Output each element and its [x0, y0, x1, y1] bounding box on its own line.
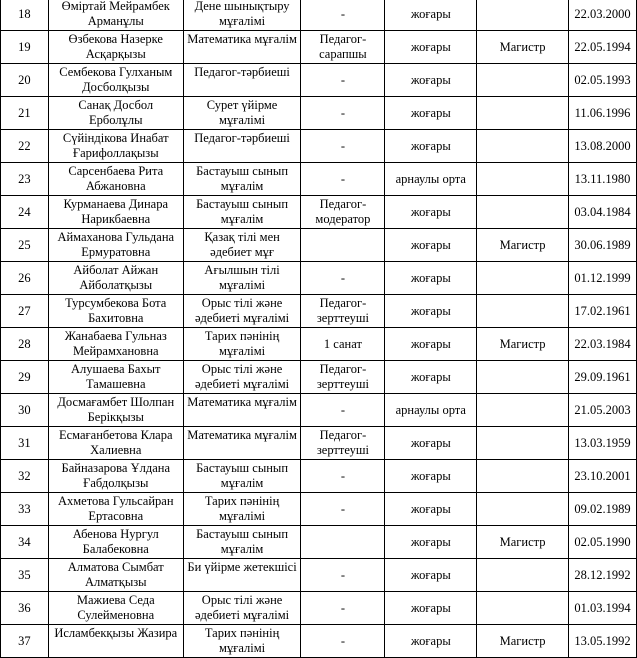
education-cell-text: жоғары	[410, 138, 451, 153]
category-cell-text: -	[340, 105, 345, 120]
degree-cell-text: Магистр	[499, 534, 546, 549]
birth-date-cell	[568, 559, 636, 592]
position-cell	[183, 526, 301, 559]
row-number-cell-text: 18	[18, 6, 31, 21]
birth-date-cell	[568, 361, 636, 394]
full-name-cell	[48, 328, 183, 361]
education-cell-text: жоғары	[410, 270, 451, 285]
row-number-cell-text: 25	[18, 237, 31, 252]
position-cell-text: Ағылшын тілі мұғалімі	[204, 263, 280, 292]
row-number-cell	[1, 559, 49, 592]
position-cell-text: Математика мұғалім	[187, 32, 297, 46]
position-cell	[183, 361, 301, 394]
full-name-cell	[48, 526, 183, 559]
full-name-cell	[48, 361, 183, 394]
row-number-cell-text: 24	[18, 204, 31, 219]
table-row	[1, 625, 637, 658]
birth-date-cell-text: 22.03.1984	[574, 336, 631, 351]
category-cell	[301, 130, 385, 163]
table-row	[1, 427, 637, 460]
full-name-cell	[48, 229, 183, 262]
full-name-cell-text: Абенова Нургул Балабековна	[72, 527, 159, 556]
category-cell-text: -	[340, 501, 345, 516]
education-cell-text: жоғары	[410, 39, 451, 54]
degree-cell	[477, 262, 569, 295]
position-cell-text: Орыс тілі және әдебиеті мұғалімі	[194, 296, 290, 325]
birth-date-cell-text: 01.12.1999	[574, 270, 631, 285]
degree-cell	[477, 295, 569, 328]
full-name-cell	[48, 97, 183, 130]
position-cell-text: Орыс тілі және әдебиеті мұғалімі	[194, 593, 290, 622]
education-cell	[385, 592, 477, 625]
full-name-cell-text: Аймаханова Гульдана Ермуратовна	[57, 230, 175, 259]
full-name-cell	[48, 262, 183, 295]
row-number-cell	[1, 427, 49, 460]
birth-date-cell	[568, 592, 636, 625]
full-name-cell	[48, 592, 183, 625]
education-cell	[385, 196, 477, 229]
position-cell	[183, 262, 301, 295]
category-cell	[301, 262, 385, 295]
full-name-cell-text: Өміртай Мейрамбек Арманұлы	[61, 0, 170, 28]
full-name-cell	[48, 196, 183, 229]
table-row	[1, 493, 637, 526]
birth-date-cell	[568, 295, 636, 328]
category-cell	[301, 625, 385, 658]
full-name-cell-text: Есмағанбетова Клара Халиевна	[58, 428, 173, 457]
position-cell-text: Педагог-тәрбиеші	[194, 65, 290, 79]
position-cell-text: Қазақ тілі мен әдебиет мұғ	[204, 230, 280, 259]
position-cell	[183, 427, 301, 460]
category-cell	[301, 64, 385, 97]
position-cell	[183, 163, 301, 196]
education-cell-text: жоғары	[410, 204, 451, 219]
education-cell	[385, 64, 477, 97]
education-cell	[385, 163, 477, 196]
position-cell	[183, 625, 301, 658]
row-number-cell-text: 34	[18, 534, 31, 549]
row-number-cell	[1, 130, 49, 163]
position-cell-text: Тарих пәнінің мұғалімі	[204, 494, 280, 523]
category-cell-text: -	[340, 138, 345, 153]
category-cell	[301, 361, 385, 394]
birth-date-cell-text: 13.08.2000	[574, 138, 631, 153]
category-cell	[301, 229, 385, 262]
category-cell	[301, 31, 385, 64]
position-cell-text: Математика мұғалім	[187, 395, 297, 409]
degree-cell	[477, 361, 569, 394]
birth-date-cell	[568, 97, 636, 130]
position-cell	[183, 31, 301, 64]
education-cell	[385, 625, 477, 658]
position-cell	[183, 394, 301, 427]
education-cell	[385, 526, 477, 559]
education-cell	[385, 0, 477, 31]
birth-date-cell	[568, 64, 636, 97]
row-number-cell-text: 19	[18, 39, 31, 54]
birth-date-cell-text: 03.04.1984	[574, 204, 631, 219]
full-name-cell-text: Мажиева Седа Сулейменовна	[76, 593, 155, 622]
category-cell-text: Педагог-сарапшы	[319, 32, 367, 61]
row-number-cell	[1, 625, 49, 658]
row-number-cell-text: 31	[18, 435, 31, 450]
position-cell	[183, 229, 301, 262]
table-row	[1, 31, 637, 64]
position-cell	[183, 592, 301, 625]
education-cell-text: жоғары	[410, 633, 451, 648]
education-cell-text: жоғары	[410, 567, 451, 582]
row-number-cell	[1, 361, 49, 394]
table-row	[1, 526, 637, 559]
degree-cell	[477, 64, 569, 97]
row-number-cell	[1, 163, 49, 196]
birth-date-cell-text: 22.03.2000	[574, 6, 631, 21]
birth-date-cell	[568, 130, 636, 163]
category-cell	[301, 295, 385, 328]
degree-cell	[477, 0, 569, 31]
category-cell-text: 1 санат	[323, 336, 362, 351]
row-number-cell-text: 28	[18, 336, 31, 351]
education-cell	[385, 493, 477, 526]
full-name-cell	[48, 559, 183, 592]
birth-date-cell-text: 17.02.1961	[574, 303, 631, 318]
degree-cell	[477, 196, 569, 229]
table-row	[1, 0, 637, 31]
degree-cell	[477, 394, 569, 427]
birth-date-cell-text: 21.05.2003	[574, 402, 631, 417]
birth-date-cell-text: 23.10.2001	[574, 468, 631, 483]
birth-date-cell	[568, 625, 636, 658]
row-number-cell-text: 20	[18, 72, 31, 87]
position-cell-text: Би үйірме жетекшісі	[187, 560, 297, 574]
row-number-cell	[1, 295, 49, 328]
row-number-cell-text: 35	[18, 567, 31, 582]
education-cell	[385, 97, 477, 130]
position-cell-text: Бастауыш сынып мұғалім	[196, 461, 289, 490]
table-row	[1, 163, 637, 196]
education-cell-text: жоғары	[410, 105, 451, 120]
full-name-cell-text: Санақ Досбол Ерболұлы	[78, 98, 154, 127]
birth-date-cell	[568, 229, 636, 262]
position-cell-text: Дене шынықтыру мұғалімі	[194, 0, 290, 28]
table-row	[1, 394, 637, 427]
full-name-cell-text: Сембекова Гулханым Досболқызы	[59, 65, 173, 94]
education-cell	[385, 229, 477, 262]
table-row	[1, 196, 637, 229]
category-cell	[301, 427, 385, 460]
degree-cell	[477, 493, 569, 526]
table-row	[1, 361, 637, 394]
full-name-cell-text: Жанабаева Гульназ Мейрамхановна	[64, 329, 167, 358]
category-cell	[301, 97, 385, 130]
row-number-cell-text: 23	[18, 171, 31, 186]
full-name-cell	[48, 130, 183, 163]
row-number-cell-text: 22	[18, 138, 31, 153]
staff-table-body	[1, 0, 637, 658]
category-cell	[301, 196, 385, 229]
full-name-cell-text: Айболат Айжан Айболатқызы	[73, 263, 159, 292]
row-number-cell-text: 37	[18, 633, 31, 648]
birth-date-cell	[568, 460, 636, 493]
birth-date-cell	[568, 196, 636, 229]
row-number-cell	[1, 493, 49, 526]
education-cell	[385, 31, 477, 64]
position-cell-text: Педагог-тәрбиеші	[194, 131, 290, 145]
birth-date-cell-text: 28.12.1992	[574, 567, 631, 582]
education-cell	[385, 328, 477, 361]
education-cell-text: жоғары	[410, 6, 451, 21]
category-cell	[301, 328, 385, 361]
row-number-cell	[1, 97, 49, 130]
education-cell	[385, 361, 477, 394]
full-name-cell	[48, 427, 183, 460]
birth-date-cell-text: 01.03.1994	[574, 600, 631, 615]
birth-date-cell-text: 29.09.1961	[574, 369, 631, 384]
full-name-cell	[48, 31, 183, 64]
table-row	[1, 328, 637, 361]
full-name-cell	[48, 394, 183, 427]
full-name-cell	[48, 0, 183, 31]
degree-cell	[477, 97, 569, 130]
table-row	[1, 460, 637, 493]
birth-date-cell-text: 13.11.1980	[574, 171, 631, 186]
table-row	[1, 130, 637, 163]
degree-cell	[477, 328, 569, 361]
category-cell-text: -	[340, 270, 345, 285]
table-row	[1, 229, 637, 262]
row-number-cell	[1, 262, 49, 295]
birth-date-cell	[568, 0, 636, 31]
position-cell	[183, 97, 301, 130]
degree-cell-text: Магистр	[499, 39, 546, 54]
category-cell-text: -	[340, 633, 345, 648]
birth-date-cell	[568, 163, 636, 196]
education-cell-text: жоғары	[410, 369, 451, 384]
education-cell	[385, 295, 477, 328]
birth-date-cell-text: 13.05.1992	[574, 633, 631, 648]
full-name-cell-text: Курманаева Динара Нарикбаевна	[63, 197, 169, 226]
education-cell-text: жоғары	[410, 303, 451, 318]
category-cell-text: -	[340, 6, 345, 21]
row-number-cell	[1, 0, 49, 31]
category-cell-text: -	[340, 468, 345, 483]
education-cell	[385, 559, 477, 592]
row-number-cell-text: 32	[18, 468, 31, 483]
education-cell-text: жоғары	[410, 336, 451, 351]
full-name-cell-text: Ахметова Гульсайран Ертасовна	[58, 494, 174, 523]
row-number-cell-text: 36	[18, 600, 31, 615]
category-cell	[301, 0, 385, 31]
birth-date-cell-text: 02.05.1990	[574, 534, 631, 549]
full-name-cell	[48, 64, 183, 97]
education-cell	[385, 460, 477, 493]
category-cell	[301, 526, 385, 559]
row-number-cell	[1, 526, 49, 559]
birth-date-cell	[568, 427, 636, 460]
degree-cell	[477, 31, 569, 64]
degree-cell	[477, 559, 569, 592]
degree-cell	[477, 427, 569, 460]
education-cell	[385, 427, 477, 460]
education-cell-text: жоғары	[410, 468, 451, 483]
category-cell	[301, 460, 385, 493]
education-cell-text: жоғары	[410, 435, 451, 450]
full-name-cell-text: Турсумбекова Бота Бахитовна	[65, 296, 167, 325]
row-number-cell	[1, 196, 49, 229]
category-cell-text: -	[340, 567, 345, 582]
full-name-cell	[48, 163, 183, 196]
birth-date-cell	[568, 394, 636, 427]
position-cell-text: Орыс тілі және әдебиеті мұғалімі	[194, 362, 290, 391]
education-cell-text: жоғары	[410, 237, 451, 252]
position-cell-text: Бастауыш сынып мұғалім	[196, 527, 289, 556]
table-row	[1, 295, 637, 328]
position-cell-text: Математика мұғалім	[187, 428, 297, 442]
position-cell	[183, 559, 301, 592]
table-row	[1, 64, 637, 97]
degree-cell	[477, 460, 569, 493]
degree-cell	[477, 592, 569, 625]
education-cell-text: жоғары	[410, 600, 451, 615]
position-cell	[183, 328, 301, 361]
row-number-cell-text: 21	[18, 105, 31, 120]
full-name-cell-text: Байназарова Ұлдана Ғабдолқызы	[61, 461, 170, 490]
category-cell-text: Педагог-модератор	[315, 197, 371, 226]
category-cell-text: -	[340, 600, 345, 615]
degree-cell	[477, 625, 569, 658]
full-name-cell-text: Алматова Сымбат Алматқызы	[67, 560, 164, 589]
full-name-cell	[48, 493, 183, 526]
category-cell-text: -	[340, 72, 345, 87]
category-cell-text: -	[340, 171, 345, 186]
degree-cell-text: Магистр	[499, 336, 546, 351]
degree-cell-text: Магистр	[499, 633, 546, 648]
category-cell	[301, 394, 385, 427]
education-cell	[385, 130, 477, 163]
row-number-cell	[1, 460, 49, 493]
degree-cell	[477, 229, 569, 262]
full-name-cell-text: Исламбекқызы Жазира	[54, 626, 178, 640]
row-number-cell-text: 27	[18, 303, 31, 318]
position-cell	[183, 130, 301, 163]
birth-date-cell-text: 22.05.1994	[574, 39, 631, 54]
row-number-cell	[1, 229, 49, 262]
category-cell-text: -	[340, 402, 345, 417]
education-cell-text: жоғары	[410, 72, 451, 87]
position-cell-text: Бастауыш сынып мұғалім	[196, 197, 289, 226]
birth-date-cell	[568, 262, 636, 295]
row-number-cell	[1, 592, 49, 625]
table-row	[1, 262, 637, 295]
row-number-cell-text: 29	[18, 369, 31, 384]
position-cell	[183, 196, 301, 229]
birth-date-cell-text: 02.05.1993	[574, 72, 631, 87]
table-row	[1, 592, 637, 625]
birth-date-cell-text: 13.03.1959	[574, 435, 631, 450]
birth-date-cell-text: 11.06.1996	[574, 105, 631, 120]
row-number-cell	[1, 31, 49, 64]
degree-cell	[477, 526, 569, 559]
category-cell-text: Педагог-зерттеуші	[316, 428, 369, 457]
full-name-cell-text: Досмағамбет Шолпан Берікқызы	[57, 395, 175, 424]
position-cell-text: Тарих пәнінің мұғалімі	[204, 626, 280, 655]
birth-date-cell	[568, 328, 636, 361]
row-number-cell-text: 33	[18, 501, 31, 516]
row-number-cell-text: 30	[18, 402, 31, 417]
full-name-cell	[48, 460, 183, 493]
category-cell-text: Педагог-зерттеуші	[316, 362, 369, 391]
category-cell	[301, 559, 385, 592]
category-cell	[301, 493, 385, 526]
position-cell	[183, 64, 301, 97]
row-number-cell-text: 26	[18, 270, 31, 285]
category-cell	[301, 592, 385, 625]
degree-cell	[477, 163, 569, 196]
education-cell-text: жоғары	[410, 534, 451, 549]
position-cell-text: Бастауыш сынып мұғалім	[196, 164, 289, 193]
position-cell	[183, 493, 301, 526]
position-cell-text: Тарих пәнінің мұғалімі	[204, 329, 280, 358]
position-cell-text: Сурет үйірме мұғалімі	[206, 98, 278, 127]
full-name-cell-text: Сүйіндікова Инабат Ғарифоллақызы	[62, 131, 169, 160]
full-name-cell-text: Өзбекова Назерке Асқарқызы	[68, 32, 163, 61]
row-number-cell	[1, 328, 49, 361]
position-cell	[183, 0, 301, 31]
birth-date-cell	[568, 493, 636, 526]
education-cell-text: жоғары	[410, 501, 451, 516]
position-cell	[183, 460, 301, 493]
birth-date-cell-text: 09.02.1989	[574, 501, 631, 516]
full-name-cell-text: Сарсенбаева Рита Абжановна	[68, 164, 164, 193]
row-number-cell	[1, 394, 49, 427]
full-name-cell-text: Алушаева Бахыт Тамашевна	[71, 362, 161, 391]
table-row	[1, 559, 637, 592]
education-cell	[385, 262, 477, 295]
birth-date-cell	[568, 31, 636, 64]
degree-cell-text: Магистр	[499, 237, 546, 252]
position-cell	[183, 295, 301, 328]
full-name-cell	[48, 295, 183, 328]
education-cell-text: арнаулы орта	[395, 402, 466, 417]
category-cell-text: Педагог-зерттеуші	[316, 296, 369, 325]
row-number-cell	[1, 64, 49, 97]
table-row	[1, 97, 637, 130]
birth-date-cell-text: 30.06.1989	[574, 237, 631, 252]
degree-cell	[477, 130, 569, 163]
education-cell-text: арнаулы орта	[395, 171, 466, 186]
education-cell	[385, 394, 477, 427]
full-name-cell	[48, 625, 183, 658]
category-cell	[301, 163, 385, 196]
birth-date-cell	[568, 526, 636, 559]
